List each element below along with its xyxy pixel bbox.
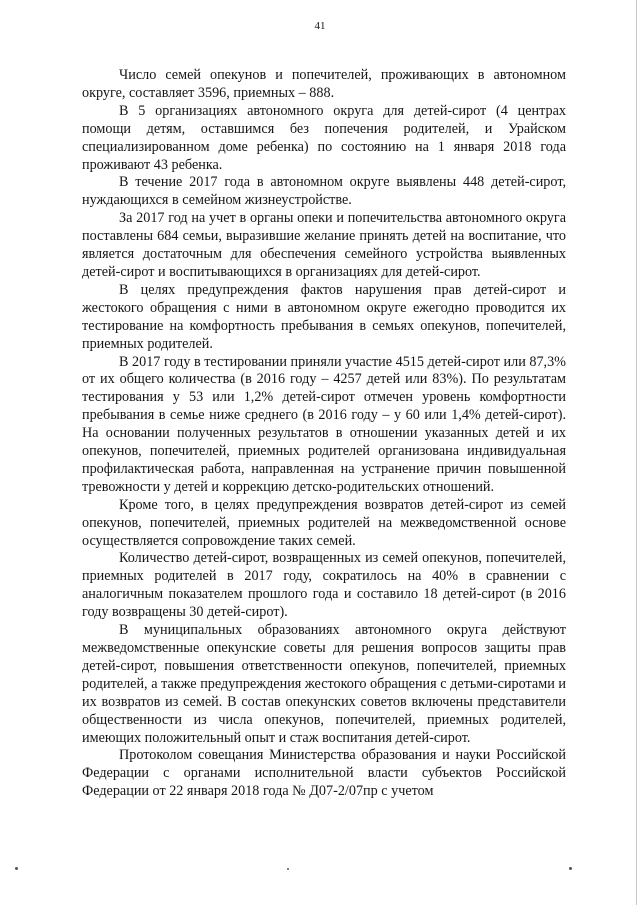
paragraph-7: Кроме того, в целях предупреждения возвратов детей-сирот из семей опекунов, попечителей, приемных родителей на межведомственной основе осуществляется сопровождение таких семей. [82,496,566,549]
paragraph-10: Протоколом совещания Министерства образования и науки Российской Федерации с органами исполнительной власти субъектов Российской Федерации от 22 января 2018 года № Д07-2/07пр с учетом [82,747,566,800]
paragraph-1: Число семей опекунов и попечителей, проживающих в автономном округе, составляет 3596, приемных – 888. [82,67,566,101]
page-edge-line [636,0,637,905]
page-number: 41 [314,20,326,32]
scan-speck [287,868,289,870]
paragraph-2: В 5 организациях автономного округа для детей-сирот (4 центрах помощи детям, оставшимся без попечения родителей, и Урайском специализированном доме ребенка) по состоянию на 1 января 2018 года проживают 43 ребенка. [82,102,566,173]
scan-speck [569,867,572,870]
paragraph-3: В течение 2017 года в автономном округе выявлены 448 детей-сирот, нуждающихся в семейном жизнеустройстве. [82,174,566,209]
paragraph-8: Количество детей-сирот, возвращенных из семей опекунов, попечителей, приемных родителей в 2017 году, сократилось на 40% в сравнении с аналогичным показателем прошлого года и составило 18 детей-сирот (в 2016 году возвращены 30 детей-сирот). [82,550,566,621]
scan-speck [15,867,18,870]
document-body [82,67,566,801]
paragraph-6: В 2017 году в тестировании приняли участие 4515 детей-сирот или 87,3% от их общего количества (в 2016 году – 4257 детей или 83%). По результатам тестирования у 53 или 1,2% детей-сирот отмечен уровень комфортности пребывания в семье ниже среднего (в 2016 году – у 60 или 1,4% детей-сирот). На основании полученных результатов в отношении указанных детей и их опекунов, попечителей, приемных родителей организована индивидуальная профилактическая работа, направленная на устранение причин повышенной тревожности у детей и коррекцию детско-родительских отношений. [82,353,566,495]
paragraph-5: В целях предупреждения фактов нарушения прав детей-сирот и жестокого обращения с ними в автономном округе ежегодно проводится их тестирование на комфортность пребывания в семьях опекунов, попечителей, приемных родителей. [82,281,566,352]
paragraph-9: В муниципальных образованиях автономного округа действуют межведомственные опекунские советы для решения вопросов защиты прав детей-сирот, повышения ответственности опекунов, попечителей, приемных родителей, а также предупреждения жестокого обращения с детьми-сиротами и их возвратов из семей. В состав опекунских советов включены представители общественности из числа опекунов, попечителей, приемных родителей, имеющих положительный опыт и стаж воспитания детей-сирот. [82,622,566,746]
paragraph-4: За 2017 год на учет в органы опеки и попечительства автономного округа поставлены 684 семьи, выразившие желание принять детей на воспитание, что является достаточным для обеспечения семейного устройства выявленных детей-сирот и воспитывающихся в организациях для детей-сирот. [82,210,566,280]
